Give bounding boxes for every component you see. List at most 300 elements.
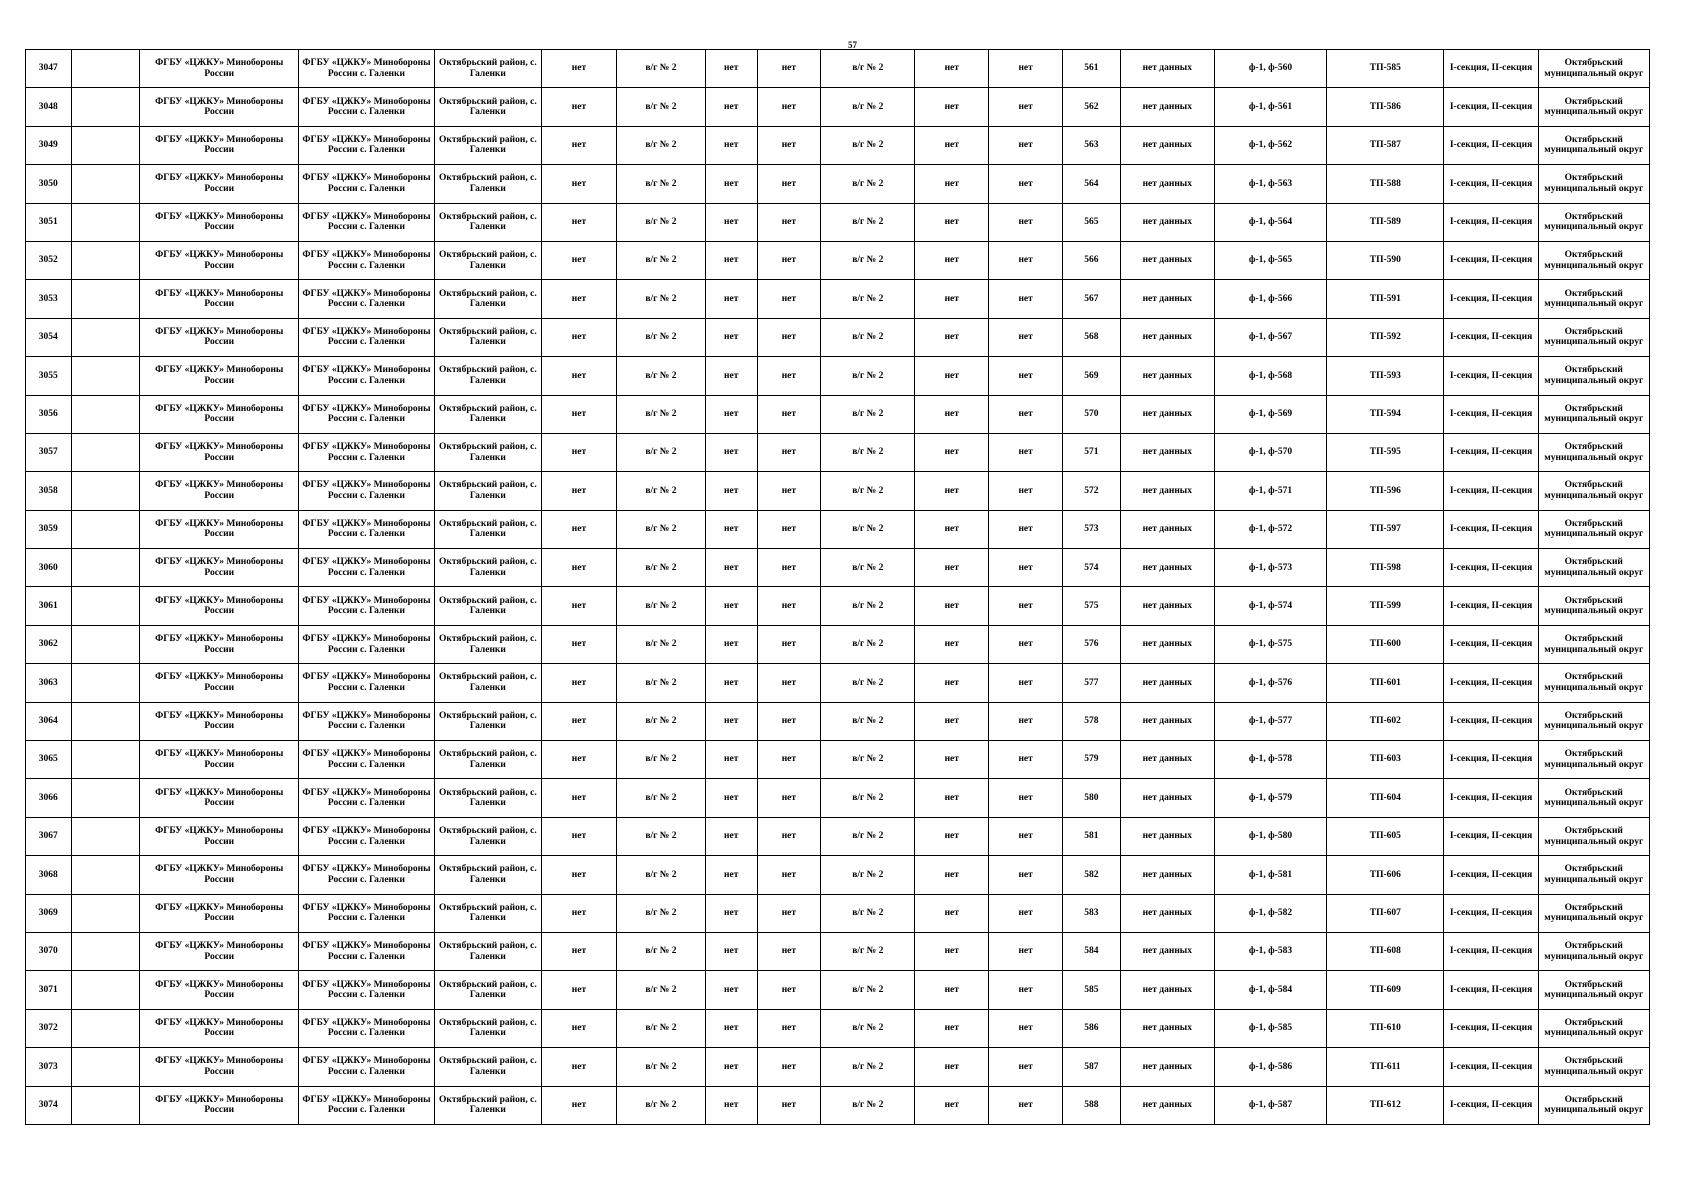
cell-organization: ФГБУ «ЦЖКУ» Минобороны России bbox=[140, 50, 299, 88]
table-row bbox=[26, 395, 1650, 433]
table-row bbox=[26, 1009, 1650, 1047]
cell-blank bbox=[71, 1086, 140, 1124]
cell-organization-address: ФГБУ «ЦЖКУ» Минобороны России с. Галенки bbox=[299, 357, 435, 395]
cell-substation: ТП-586 bbox=[1327, 88, 1444, 126]
cell-flag-2: нет bbox=[705, 1086, 757, 1124]
cell-organization-address: ФГБУ «ЦЖКУ» Минобороны России с. Галенки bbox=[299, 1048, 435, 1086]
cell-okrug: Октябрьский муниципальный округ bbox=[1538, 1048, 1649, 1086]
cell-organization-address: ФГБУ «ЦЖКУ» Минобороны России с. Галенки bbox=[299, 1086, 435, 1124]
cell-flag-4: нет bbox=[915, 664, 989, 702]
cell-military-town-2: в/г № 2 bbox=[821, 894, 915, 932]
cell-organization-address: ФГБУ «ЦЖКУ» Минобороны России с. Галенки bbox=[299, 318, 435, 356]
cell-flag-3: нет bbox=[757, 702, 821, 740]
cell-flag-4: нет bbox=[915, 318, 989, 356]
cell-substation: ТП-600 bbox=[1327, 625, 1444, 663]
cell-flag-2: нет bbox=[705, 510, 757, 548]
cell-no-data: нет данных bbox=[1120, 779, 1214, 817]
cell-organization-address: ФГБУ «ЦЖКУ» Минобороны России с. Галенки bbox=[299, 549, 435, 587]
cell-code: 571 bbox=[1063, 433, 1121, 471]
cell-feeder: ф-1, ф-578 bbox=[1214, 741, 1326, 779]
cell-section: I-секция, II-секция bbox=[1444, 664, 1538, 702]
cell-okrug: Октябрьский муниципальный округ bbox=[1538, 395, 1649, 433]
cell-flag-1: нет bbox=[542, 1086, 617, 1124]
cell-organization: ФГБУ «ЦЖКУ» Минобороны России bbox=[140, 357, 299, 395]
cell-military-town-1: в/г № 2 bbox=[616, 318, 705, 356]
cell-flag-1: нет bbox=[542, 1009, 617, 1047]
cell-blank bbox=[71, 779, 140, 817]
cell-organization: ФГБУ «ЦЖКУ» Минобороны России bbox=[140, 932, 299, 970]
table-row bbox=[26, 510, 1650, 548]
cell-number: 3048 bbox=[26, 88, 72, 126]
cell-flag-3: нет bbox=[757, 549, 821, 587]
cell-feeder: ф-1, ф-582 bbox=[1214, 894, 1326, 932]
cell-organization-address: ФГБУ «ЦЖКУ» Минобороны России с. Галенки bbox=[299, 741, 435, 779]
cell-flag-5: нет bbox=[989, 203, 1063, 241]
cell-flag-3: нет bbox=[757, 971, 821, 1009]
cell-military-town-2: в/г № 2 bbox=[821, 1086, 915, 1124]
cell-flag-5: нет bbox=[989, 395, 1063, 433]
cell-okrug: Октябрьский муниципальный округ bbox=[1538, 472, 1649, 510]
cell-organization: ФГБУ «ЦЖКУ» Минобороны России bbox=[140, 702, 299, 740]
table-row bbox=[26, 587, 1650, 625]
cell-section: I-секция, II-секция bbox=[1444, 1086, 1538, 1124]
cell-blank bbox=[71, 894, 140, 932]
cell-organization-address: ФГБУ «ЦЖКУ» Минобороны России с. Галенки bbox=[299, 126, 435, 164]
cell-code: 581 bbox=[1063, 817, 1121, 855]
cell-feeder: ф-1, ф-571 bbox=[1214, 472, 1326, 510]
table-row bbox=[26, 50, 1650, 88]
cell-flag-1: нет bbox=[542, 971, 617, 1009]
cell-organization-address: ФГБУ «ЦЖКУ» Минобороны России с. Галенки bbox=[299, 280, 435, 318]
cell-flag-2: нет bbox=[705, 664, 757, 702]
table-row bbox=[26, 1086, 1650, 1124]
cell-substation: ТП-589 bbox=[1327, 203, 1444, 241]
cell-flag-3: нет bbox=[757, 472, 821, 510]
cell-organization: ФГБУ «ЦЖКУ» Минобороны России bbox=[140, 280, 299, 318]
cell-military-town-1: в/г № 2 bbox=[616, 741, 705, 779]
cell-military-town-1: в/г № 2 bbox=[616, 1048, 705, 1086]
cell-section: I-секция, II-секция bbox=[1444, 1009, 1538, 1047]
cell-flag-4: нет bbox=[915, 165, 989, 203]
cell-okrug: Октябрьский муниципальный округ bbox=[1538, 203, 1649, 241]
cell-blank bbox=[71, 702, 140, 740]
cell-flag-4: нет bbox=[915, 472, 989, 510]
cell-flag-2: нет bbox=[705, 357, 757, 395]
cell-military-town-2: в/г № 2 bbox=[821, 741, 915, 779]
cell-no-data: нет данных bbox=[1120, 932, 1214, 970]
cell-flag-3: нет bbox=[757, 203, 821, 241]
cell-military-town-1: в/г № 2 bbox=[616, 357, 705, 395]
cell-district: Октябрьский район, с. Галенки bbox=[434, 932, 541, 970]
cell-number: 3064 bbox=[26, 702, 72, 740]
cell-okrug: Октябрьский муниципальный округ bbox=[1538, 1086, 1649, 1124]
cell-no-data: нет данных bbox=[1120, 280, 1214, 318]
cell-feeder: ф-1, ф-569 bbox=[1214, 395, 1326, 433]
cell-flag-5: нет bbox=[989, 817, 1063, 855]
cell-no-data: нет данных bbox=[1120, 165, 1214, 203]
cell-code: 587 bbox=[1063, 1048, 1121, 1086]
table-row bbox=[26, 779, 1650, 817]
cell-flag-1: нет bbox=[542, 625, 617, 663]
cell-military-town-1: в/г № 2 bbox=[616, 1009, 705, 1047]
cell-district: Октябрьский район, с. Галенки bbox=[434, 817, 541, 855]
cell-number: 3068 bbox=[26, 856, 72, 894]
cell-military-town-1: в/г № 2 bbox=[616, 126, 705, 164]
cell-feeder: ф-1, ф-575 bbox=[1214, 625, 1326, 663]
cell-flag-5: нет bbox=[989, 472, 1063, 510]
cell-flag-3: нет bbox=[757, 587, 821, 625]
cell-okrug: Октябрьский муниципальный округ bbox=[1538, 971, 1649, 1009]
cell-flag-2: нет bbox=[705, 395, 757, 433]
cell-feeder: ф-1, ф-566 bbox=[1214, 280, 1326, 318]
cell-code: 562 bbox=[1063, 88, 1121, 126]
cell-no-data: нет данных bbox=[1120, 625, 1214, 663]
cell-code: 564 bbox=[1063, 165, 1121, 203]
cell-feeder: ф-1, ф-581 bbox=[1214, 856, 1326, 894]
cell-code: 580 bbox=[1063, 779, 1121, 817]
cell-flag-5: нет bbox=[989, 549, 1063, 587]
cell-number: 3066 bbox=[26, 779, 72, 817]
cell-flag-3: нет bbox=[757, 1086, 821, 1124]
table-row bbox=[26, 357, 1650, 395]
cell-flag-2: нет bbox=[705, 1048, 757, 1086]
cell-flag-2: нет bbox=[705, 625, 757, 663]
cell-organization-address: ФГБУ «ЦЖКУ» Минобороны России с. Галенки bbox=[299, 88, 435, 126]
cell-district: Октябрьский район, с. Галенки bbox=[434, 1009, 541, 1047]
cell-section: I-секция, II-секция bbox=[1444, 625, 1538, 663]
cell-military-town-1: в/г № 2 bbox=[616, 664, 705, 702]
cell-substation: ТП-585 bbox=[1327, 50, 1444, 88]
cell-no-data: нет данных bbox=[1120, 894, 1214, 932]
cell-number: 3053 bbox=[26, 280, 72, 318]
cell-flag-2: нет bbox=[705, 971, 757, 1009]
cell-blank bbox=[71, 510, 140, 548]
cell-section: I-секция, II-секция bbox=[1444, 50, 1538, 88]
cell-okrug: Октябрьский муниципальный округ bbox=[1538, 817, 1649, 855]
cell-military-town-1: в/г № 2 bbox=[616, 625, 705, 663]
cell-feeder: ф-1, ф-564 bbox=[1214, 203, 1326, 241]
cell-no-data: нет данных bbox=[1120, 1009, 1214, 1047]
cell-okrug: Октябрьский муниципальный округ bbox=[1538, 1009, 1649, 1047]
cell-substation: ТП-612 bbox=[1327, 1086, 1444, 1124]
cell-organization-address: ФГБУ «ЦЖКУ» Минобороны России с. Галенки bbox=[299, 894, 435, 932]
cell-flag-1: нет bbox=[542, 203, 617, 241]
cell-flag-4: нет bbox=[915, 779, 989, 817]
cell-flag-3: нет bbox=[757, 817, 821, 855]
cell-district: Октябрьский район, с. Галенки bbox=[434, 664, 541, 702]
cell-district: Октябрьский район, с. Галенки bbox=[434, 395, 541, 433]
cell-number: 3057 bbox=[26, 433, 72, 471]
cell-number: 3061 bbox=[26, 587, 72, 625]
cell-district: Октябрьский район, с. Галенки bbox=[434, 856, 541, 894]
cell-substation: ТП-605 bbox=[1327, 817, 1444, 855]
table-row bbox=[26, 971, 1650, 1009]
table-row bbox=[26, 817, 1650, 855]
cell-organization: ФГБУ «ЦЖКУ» Минобороны России bbox=[140, 1048, 299, 1086]
cell-number: 3065 bbox=[26, 741, 72, 779]
cell-military-town-1: в/г № 2 bbox=[616, 280, 705, 318]
cell-no-data: нет данных bbox=[1120, 702, 1214, 740]
cell-district: Октябрьский район, с. Галенки bbox=[434, 741, 541, 779]
cell-organization: ФГБУ «ЦЖКУ» Минобороны России bbox=[140, 971, 299, 1009]
cell-section: I-секция, II-секция bbox=[1444, 549, 1538, 587]
cell-military-town-1: в/г № 2 bbox=[616, 241, 705, 279]
cell-military-town-1: в/г № 2 bbox=[616, 472, 705, 510]
cell-section: I-секция, II-секция bbox=[1444, 318, 1538, 356]
cell-blank bbox=[71, 241, 140, 279]
table-row bbox=[26, 165, 1650, 203]
cell-blank bbox=[71, 203, 140, 241]
table-row bbox=[26, 741, 1650, 779]
cell-no-data: нет данных bbox=[1120, 241, 1214, 279]
cell-code: 565 bbox=[1063, 203, 1121, 241]
cell-flag-2: нет bbox=[705, 702, 757, 740]
cell-flag-5: нет bbox=[989, 932, 1063, 970]
cell-feeder: ф-1, ф-583 bbox=[1214, 932, 1326, 970]
cell-flag-5: нет bbox=[989, 1009, 1063, 1047]
cell-flag-2: нет bbox=[705, 779, 757, 817]
cell-flag-2: нет bbox=[705, 817, 757, 855]
cell-flag-2: нет bbox=[705, 741, 757, 779]
cell-flag-5: нет bbox=[989, 1086, 1063, 1124]
cell-flag-3: нет bbox=[757, 1048, 821, 1086]
cell-organization: ФГБУ «ЦЖКУ» Минобороны России bbox=[140, 817, 299, 855]
cell-military-town-1: в/г № 2 bbox=[616, 702, 705, 740]
cell-no-data: нет данных bbox=[1120, 126, 1214, 164]
cell-organization-address: ФГБУ «ЦЖКУ» Минобороны России с. Галенки bbox=[299, 395, 435, 433]
cell-organization: ФГБУ «ЦЖКУ» Минобороны России bbox=[140, 894, 299, 932]
cell-no-data: нет данных bbox=[1120, 1086, 1214, 1124]
cell-flag-4: нет bbox=[915, 433, 989, 471]
cell-okrug: Октябрьский муниципальный округ bbox=[1538, 741, 1649, 779]
cell-military-town-2: в/г № 2 bbox=[821, 203, 915, 241]
cell-flag-3: нет bbox=[757, 50, 821, 88]
cell-flag-4: нет bbox=[915, 817, 989, 855]
cell-organization-address: ФГБУ «ЦЖКУ» Минобороны России с. Галенки bbox=[299, 50, 435, 88]
cell-flag-3: нет bbox=[757, 894, 821, 932]
cell-okrug: Октябрьский муниципальный округ bbox=[1538, 549, 1649, 587]
cell-flag-2: нет bbox=[705, 932, 757, 970]
cell-district: Октябрьский район, с. Галенки bbox=[434, 779, 541, 817]
cell-military-town-1: в/г № 2 bbox=[616, 779, 705, 817]
cell-no-data: нет данных bbox=[1120, 741, 1214, 779]
cell-okrug: Октябрьский муниципальный округ bbox=[1538, 587, 1649, 625]
cell-district: Октябрьский район, с. Галенки bbox=[434, 894, 541, 932]
table-row bbox=[26, 625, 1650, 663]
cell-substation: ТП-601 bbox=[1327, 664, 1444, 702]
cell-flag-3: нет bbox=[757, 395, 821, 433]
cell-substation: ТП-597 bbox=[1327, 510, 1444, 548]
cell-blank bbox=[71, 817, 140, 855]
cell-okrug: Октябрьский муниципальный округ bbox=[1538, 165, 1649, 203]
cell-flag-1: нет bbox=[542, 817, 617, 855]
cell-flag-5: нет bbox=[989, 357, 1063, 395]
cell-number: 3054 bbox=[26, 318, 72, 356]
table-row bbox=[26, 472, 1650, 510]
cell-organization-address: ФГБУ «ЦЖКУ» Минобороны России с. Галенки bbox=[299, 510, 435, 548]
cell-district: Октябрьский район, с. Галенки bbox=[434, 203, 541, 241]
cell-organization-address: ФГБУ «ЦЖКУ» Минобороны России с. Галенки bbox=[299, 165, 435, 203]
cell-section: I-секция, II-секция bbox=[1444, 126, 1538, 164]
cell-flag-5: нет bbox=[989, 1048, 1063, 1086]
cell-feeder: ф-1, ф-584 bbox=[1214, 971, 1326, 1009]
cell-military-town-1: в/г № 2 bbox=[616, 817, 705, 855]
cell-blank bbox=[71, 856, 140, 894]
cell-organization: ФГБУ «ЦЖКУ» Минобороны России bbox=[140, 625, 299, 663]
cell-feeder: ф-1, ф-573 bbox=[1214, 549, 1326, 587]
cell-military-town-1: в/г № 2 bbox=[616, 971, 705, 1009]
cell-substation: ТП-593 bbox=[1327, 357, 1444, 395]
cell-feeder: ф-1, ф-580 bbox=[1214, 817, 1326, 855]
cell-organization-address: ФГБУ «ЦЖКУ» Минобороны России с. Галенки bbox=[299, 971, 435, 1009]
cell-flag-2: нет bbox=[705, 241, 757, 279]
cell-feeder: ф-1, ф-562 bbox=[1214, 126, 1326, 164]
cell-feeder: ф-1, ф-579 bbox=[1214, 779, 1326, 817]
cell-organization: ФГБУ «ЦЖКУ» Минобороны России bbox=[140, 587, 299, 625]
cell-organization: ФГБУ «ЦЖКУ» Минобороны России bbox=[140, 395, 299, 433]
cell-flag-4: нет bbox=[915, 1009, 989, 1047]
cell-district: Октябрьский район, с. Галенки bbox=[434, 165, 541, 203]
cell-section: I-секция, II-секция bbox=[1444, 932, 1538, 970]
cell-flag-2: нет bbox=[705, 472, 757, 510]
cell-flag-1: нет bbox=[542, 280, 617, 318]
cell-okrug: Октябрьский муниципальный округ bbox=[1538, 510, 1649, 548]
cell-code: 569 bbox=[1063, 357, 1121, 395]
cell-no-data: нет данных bbox=[1120, 395, 1214, 433]
cell-number: 3072 bbox=[26, 1009, 72, 1047]
cell-flag-4: нет bbox=[915, 894, 989, 932]
table-row bbox=[26, 932, 1650, 970]
cell-substation: ТП-599 bbox=[1327, 587, 1444, 625]
cell-okrug: Октябрьский муниципальный округ bbox=[1538, 779, 1649, 817]
cell-district: Октябрьский район, с. Галенки bbox=[434, 1086, 541, 1124]
cell-section: I-секция, II-секция bbox=[1444, 280, 1538, 318]
cell-number: 3069 bbox=[26, 894, 72, 932]
table-row bbox=[26, 280, 1650, 318]
cell-no-data: нет данных bbox=[1120, 510, 1214, 548]
cell-organization: ФГБУ «ЦЖКУ» Минобороны России bbox=[140, 433, 299, 471]
cell-flag-2: нет bbox=[705, 88, 757, 126]
cell-feeder: ф-1, ф-570 bbox=[1214, 433, 1326, 471]
cell-organization-address: ФГБУ «ЦЖКУ» Минобороны России с. Галенки bbox=[299, 241, 435, 279]
cell-military-town-2: в/г № 2 bbox=[821, 395, 915, 433]
cell-okrug: Октябрьский муниципальный округ bbox=[1538, 433, 1649, 471]
cell-flag-3: нет bbox=[757, 88, 821, 126]
cell-code: 582 bbox=[1063, 856, 1121, 894]
cell-no-data: нет данных bbox=[1120, 88, 1214, 126]
cell-military-town-2: в/г № 2 bbox=[821, 1009, 915, 1047]
cell-code: 585 bbox=[1063, 971, 1121, 1009]
cell-section: I-секция, II-секция bbox=[1444, 779, 1538, 817]
table-row bbox=[26, 549, 1650, 587]
cell-blank bbox=[71, 88, 140, 126]
cell-no-data: нет данных bbox=[1120, 433, 1214, 471]
cell-number: 3051 bbox=[26, 203, 72, 241]
cell-flag-4: нет bbox=[915, 126, 989, 164]
cell-military-town-1: в/г № 2 bbox=[616, 433, 705, 471]
cell-district: Октябрьский район, с. Галенки bbox=[434, 549, 541, 587]
cell-substation: ТП-595 bbox=[1327, 433, 1444, 471]
cell-flag-1: нет bbox=[542, 1048, 617, 1086]
cell-blank bbox=[71, 433, 140, 471]
cell-number: 3074 bbox=[26, 1086, 72, 1124]
table-row bbox=[26, 702, 1650, 740]
cell-flag-2: нет bbox=[705, 587, 757, 625]
cell-blank bbox=[71, 357, 140, 395]
cell-military-town-2: в/г № 2 bbox=[821, 779, 915, 817]
cell-organization-address: ФГБУ «ЦЖКУ» Минобороны России с. Галенки bbox=[299, 856, 435, 894]
table-row bbox=[26, 241, 1650, 279]
cell-no-data: нет данных bbox=[1120, 318, 1214, 356]
cell-organization: ФГБУ «ЦЖКУ» Минобороны России bbox=[140, 165, 299, 203]
cell-organization: ФГБУ «ЦЖКУ» Минобороны России bbox=[140, 241, 299, 279]
cell-military-town-1: в/г № 2 bbox=[616, 1086, 705, 1124]
cell-flag-2: нет bbox=[705, 894, 757, 932]
cell-district: Октябрьский район, с. Галенки bbox=[434, 433, 541, 471]
cell-code: 570 bbox=[1063, 395, 1121, 433]
cell-okrug: Октябрьский муниципальный округ bbox=[1538, 88, 1649, 126]
cell-feeder: ф-1, ф-560 bbox=[1214, 50, 1326, 88]
cell-section: I-секция, II-секция bbox=[1444, 702, 1538, 740]
cell-section: I-секция, II-секция bbox=[1444, 1048, 1538, 1086]
cell-number: 3056 bbox=[26, 395, 72, 433]
cell-district: Октябрьский район, с. Галенки bbox=[434, 1048, 541, 1086]
cell-okrug: Октябрьский муниципальный округ bbox=[1538, 856, 1649, 894]
cell-military-town-1: в/г № 2 bbox=[616, 50, 705, 88]
cell-military-town-1: в/г № 2 bbox=[616, 587, 705, 625]
cell-flag-4: нет bbox=[915, 241, 989, 279]
cell-code: 572 bbox=[1063, 472, 1121, 510]
cell-no-data: нет данных bbox=[1120, 587, 1214, 625]
cell-flag-3: нет bbox=[757, 318, 821, 356]
cell-blank bbox=[71, 472, 140, 510]
cell-flag-5: нет bbox=[989, 280, 1063, 318]
cell-flag-1: нет bbox=[542, 395, 617, 433]
table-row bbox=[26, 856, 1650, 894]
cell-organization-address: ФГБУ «ЦЖКУ» Минобороны России с. Галенки bbox=[299, 433, 435, 471]
cell-okrug: Октябрьский муниципальный округ bbox=[1538, 932, 1649, 970]
cell-flag-5: нет bbox=[989, 741, 1063, 779]
cell-flag-1: нет bbox=[542, 664, 617, 702]
cell-code: 577 bbox=[1063, 664, 1121, 702]
cell-section: I-секция, II-секция bbox=[1444, 357, 1538, 395]
cell-substation: ТП-590 bbox=[1327, 241, 1444, 279]
cell-section: I-секция, II-секция bbox=[1444, 856, 1538, 894]
cell-organization: ФГБУ «ЦЖКУ» Минобороны России bbox=[140, 549, 299, 587]
cell-code: 575 bbox=[1063, 587, 1121, 625]
cell-no-data: нет данных bbox=[1120, 549, 1214, 587]
cell-okrug: Октябрьский муниципальный округ bbox=[1538, 664, 1649, 702]
cell-organization: ФГБУ «ЦЖКУ» Минобороны России bbox=[140, 88, 299, 126]
cell-flag-3: нет bbox=[757, 664, 821, 702]
cell-military-town-2: в/г № 2 bbox=[821, 702, 915, 740]
cell-number: 3049 bbox=[26, 126, 72, 164]
cell-flag-5: нет bbox=[989, 894, 1063, 932]
cell-feeder: ф-1, ф-574 bbox=[1214, 587, 1326, 625]
table-row bbox=[26, 664, 1650, 702]
cell-organization: ФГБУ «ЦЖКУ» Минобороны России bbox=[140, 856, 299, 894]
cell-flag-5: нет bbox=[989, 702, 1063, 740]
cell-military-town-1: в/г № 2 bbox=[616, 203, 705, 241]
cell-feeder: ф-1, ф-561 bbox=[1214, 88, 1326, 126]
cell-flag-5: нет bbox=[989, 126, 1063, 164]
table-row bbox=[26, 318, 1650, 356]
cell-district: Октябрьский район, с. Галенки bbox=[434, 241, 541, 279]
cell-section: I-секция, II-секция bbox=[1444, 395, 1538, 433]
cell-flag-5: нет bbox=[989, 625, 1063, 663]
cell-military-town-2: в/г № 2 bbox=[821, 50, 915, 88]
cell-section: I-секция, II-секция bbox=[1444, 88, 1538, 126]
